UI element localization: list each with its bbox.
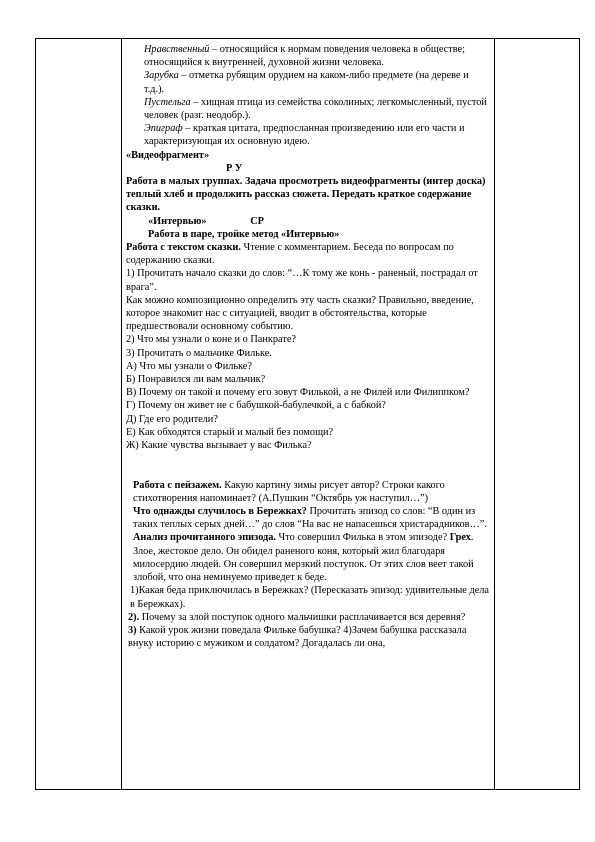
question: Ж) Какие чувства вызывает у вас Филька? bbox=[126, 440, 312, 452]
definition: Пустельга – хищная птица из семейства соколиных; легкомысленный, пустой человек (разг. неодобр.). bbox=[144, 96, 487, 122]
question: Д) Где его родители? bbox=[126, 413, 218, 425]
group-work: Работа в малых группах. Задача просмотреть видеофрагменты (интер доска) теплый хлеб и продолжить рассказ сюжета. Передать краткое содержание сказки. bbox=[126, 176, 486, 214]
lesson-content bbox=[126, 43, 491, 650]
question: А) Что мы узнали о Фильке? bbox=[126, 360, 252, 372]
ru-label: Р У bbox=[226, 162, 243, 174]
spacer bbox=[126, 465, 491, 478]
question: 2) Что мы узнали о коне и о Панкрате? bbox=[126, 334, 296, 346]
question: Г) Почему он живет не с бабушкой-бабулечкой, а с бабкой? bbox=[126, 400, 386, 412]
question: 3) Прочитать о мальчике Фильке. bbox=[126, 347, 272, 359]
question: Б) Понравился ли вам мальчик? bbox=[126, 374, 266, 386]
column-divider-right bbox=[494, 39, 495, 789]
definition: Нравственный – относящийся к нормам поведения человека в обществе; относящийся к внутренней, духовной жизни человека. bbox=[144, 44, 465, 69]
text-work: Работа с текстом сказки. Чтение с комментарием. Беседа по вопросам по содержанию сказки. bbox=[126, 242, 454, 267]
column-divider-left bbox=[121, 39, 122, 789]
definition: Эпиграф – краткая цитата, предпосланная произведению или его части и характеризующая их основную идею. bbox=[144, 123, 465, 148]
definition-term: Зарубка bbox=[144, 70, 179, 82]
question: Как можно композиционно определить эту часть сказки? Правильно, введение, которое знакомит нас с ситуацией, вводит в обстоятельства, которые предшествовали основному событию. bbox=[126, 294, 474, 333]
interview-line: «Интервью» СР bbox=[148, 215, 264, 227]
landscape-task: Работа с пейзажем. Какую картину зимы рисует автор? Строки какого стихотворения напоминает? (А.Пушкин “Октябрь уж наступил…”) bbox=[133, 479, 445, 504]
question: Е) Как обходятся старый и малый без помощи? bbox=[126, 426, 334, 438]
question: 3) Какой урок жизни поведала Фильке бабушка? 4)Зачем бабушка рассказала внуку историю с мужиком и солдатом? Догадалась ли она, bbox=[128, 624, 467, 650]
question: 1)Какая беда приключилась в Бережках? (Пересказать эпизод: удивительные дела в Бережках). bbox=[130, 585, 489, 610]
video-heading: «Видеофрагмент» bbox=[126, 149, 210, 161]
pair-work: Работа в паре, тройке метод «Интервью» bbox=[148, 228, 340, 240]
question: 1) Прочитать начало сказки до слов: “…К тому же конь - раненый, пострадал от врага”. bbox=[126, 268, 478, 293]
analysis-task: Анализ прочитанного эпизода. Что совершил Филька в этом эпизоде? Грех. Злое, жестокое дело. Он обидел раненого коня, который жил благодаря милосердию людей. Он совершил мерзкий поступок. От этих слов веет такой злобой, что она неминуемо приведет к беде. bbox=[133, 532, 474, 584]
berezhki-task: Что однажды случилось в Бережках? Прочитать эпизод со слов: “В один из таких теплых серых дней…” до слов “На вас не напасешься христарадников…”. bbox=[133, 506, 487, 531]
definition: Зарубка – отметка рубящим орудием на каком-либо предмете (на дереве и т.д.). bbox=[144, 70, 469, 95]
question: 2). Почему за злой поступок одного мальчишки расплачивается вся деревня? bbox=[128, 611, 466, 623]
definition-term: Нравственный bbox=[144, 44, 210, 55]
definition-term: Эпиграф bbox=[144, 123, 183, 135]
question: В) Почему он такой и почему его зовут Филькой, а не Филей или Филиппком? bbox=[126, 387, 470, 399]
spacer bbox=[126, 452, 491, 465]
definition-term: Пустельга bbox=[144, 96, 191, 108]
